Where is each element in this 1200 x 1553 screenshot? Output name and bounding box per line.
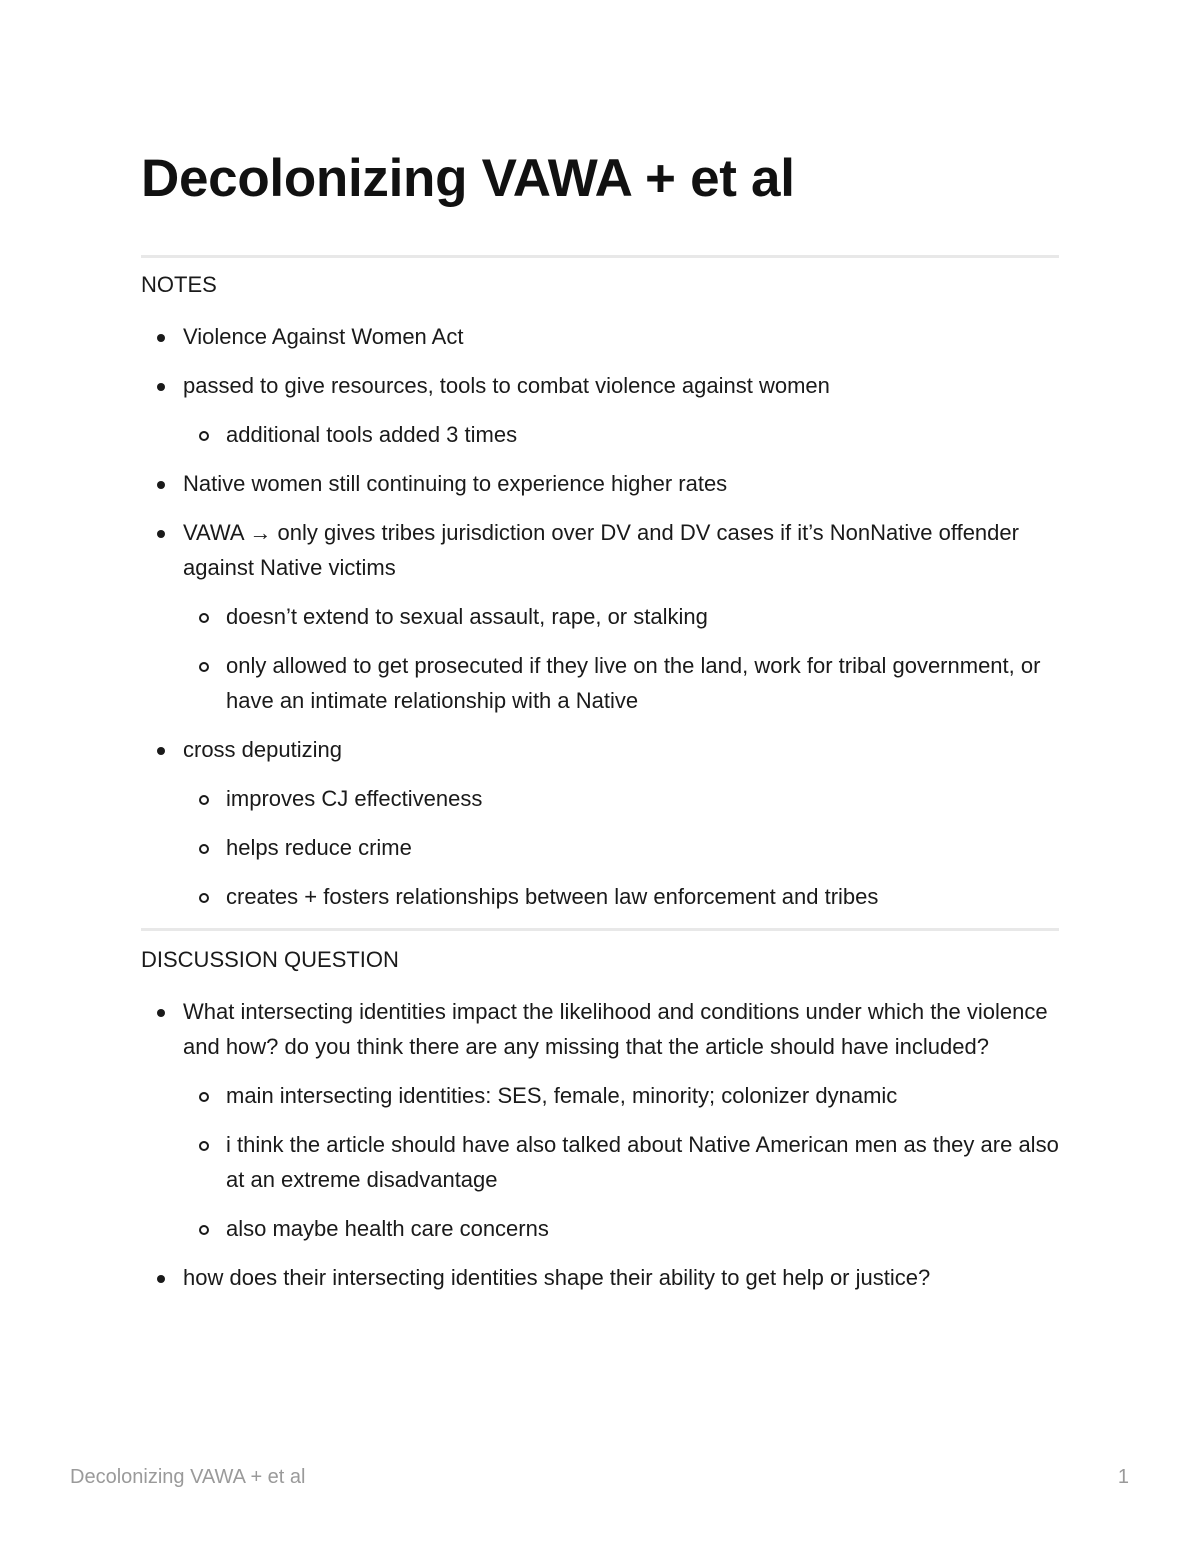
sub-list-item [141,1078,1059,1113]
list-item-text: doesn’t extend to sexual assault, rape, or stalking [226,604,708,629]
list-item-text: What intersecting identities impact the likelihood and conditions under which the violence and how? do you think there are any missing that the article should have included? [183,999,1048,1059]
discussion-list [141,994,1059,1295]
discussion-heading: DISCUSSION QUESTION [141,947,399,972]
hollow-bullet-icon [199,893,209,903]
document-page [141,140,1059,1309]
list-item [141,515,1059,585]
list-item-text: helps reduce crime [226,835,412,860]
bullet-icon [157,481,165,489]
bullet-icon [157,334,165,342]
list-item-text: additional tools added 3 times [226,422,518,447]
list-item-text: Violence Against Women Act [183,324,464,349]
hollow-bullet-icon [199,431,209,441]
notes-list [141,319,1059,914]
list-item-text: main intersecting identities: SES, female, minority; colonizer dynamic [226,1083,898,1108]
sub-list-item [141,781,1059,816]
list-item [141,368,1059,403]
hollow-bullet-icon [199,1141,209,1151]
bullet-icon [157,747,165,755]
hollow-bullet-icon [199,662,209,672]
hollow-bullet-icon [199,1092,209,1102]
list-item-text: i think the article should have also talked about Native American men as they are also at an extreme disadvantage [226,1132,1059,1192]
sub-list-item [141,648,1059,718]
hollow-bullet-icon [199,613,209,623]
list-item [141,466,1059,501]
list-item-text: cross deputizing [183,737,342,762]
bullet-icon [157,530,165,538]
sub-list-item [141,417,1059,452]
bullet-icon [157,383,165,391]
sub-list-item [141,599,1059,634]
section-divider [141,928,1059,931]
hollow-bullet-icon [199,795,209,805]
list-item-text: improves CJ effectiveness [226,786,483,811]
notes-heading: NOTES [141,272,217,297]
hollow-bullet-icon [199,1225,209,1235]
footer-doc-name: Decolonizing VAWA + et al [70,1466,306,1488]
sub-list-item [141,830,1059,865]
bullet-icon [157,1009,165,1017]
section-divider [141,255,1059,258]
list-item-text: VAWA → only gives tribes jurisdiction over DV and DV cases if it’s NonNative offender against Native victims [183,520,1019,580]
list-item [141,1260,1059,1295]
list-item-text: Native women still continuing to experience higher rates [183,471,728,496]
list-item-text: creates + fosters relationships between law enforcement and tribes [226,884,879,909]
page-title: Decolonizing VAWA + et al [141,149,795,208]
list-item-text: passed to give resources, tools to combat violence against women [183,373,830,398]
sub-list-item [141,1211,1059,1246]
sub-list-item [141,879,1059,914]
list-item-text: only allowed to get prosecuted if they live on the land, work for tribal government, or have an intimate relationship with a Native [226,653,1041,713]
hollow-bullet-icon [199,844,209,854]
list-item [141,732,1059,767]
list-item [141,319,1059,354]
list-item-text: how does their intersecting identities shape their ability to get help or justice? [183,1265,931,1290]
bullet-icon [157,1275,165,1283]
sub-list-item [141,1127,1059,1197]
footer-page-number: 1 [1117,1466,1129,1488]
list-item-text: also maybe health care concerns [226,1216,549,1241]
discussion-section [141,945,1059,1295]
list-item [141,994,1059,1064]
notes-section [141,270,1059,914]
